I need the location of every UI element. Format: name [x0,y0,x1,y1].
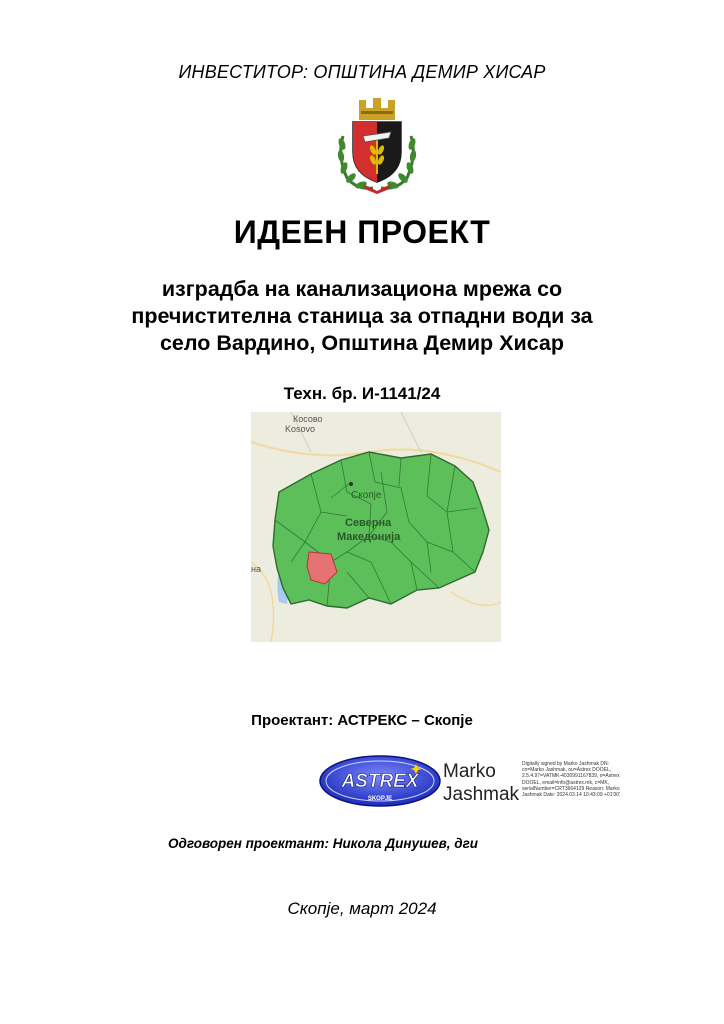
document-title: ИДЕЕН ПРОЕКТ [233,214,491,250]
location-map [251,412,501,642]
map-label-country-1: Северна [345,517,392,529]
map-label-edge: на [251,564,261,574]
subtitle-line: пречистителна станица за отпадни води за [131,304,593,328]
signer-name [443,760,519,806]
technical-number: Техн. бр. И-1141/24 [283,384,441,403]
signer-first-name: Marko [443,761,496,782]
logo-subtext: SKOPJE [367,796,393,802]
map-label-country-2: Македонија [337,531,401,543]
place-and-date: Скопје, март 2024 [287,899,437,918]
logo-text: ASTREX [341,771,419,792]
responsible-designer: Одговорен проектант: Никола Динушев, дги [168,836,479,851]
map-label-kosovo-latin: Kosovo [285,424,316,434]
subtitle-line: село Вардино, Општина Демир Хисар [159,331,565,355]
map-label-kosovo: Косово [293,414,323,424]
municipality-coat-of-arms-icon [333,96,421,194]
subtitle-line: изградба на канализациона мрежа со [161,277,563,301]
signer-last-name: Jashmak [443,784,520,805]
project-subtitle [0,276,724,357]
astrex-logo [318,754,442,808]
designer-line: Проектант: АСТРЕКС – Скопје [251,712,473,729]
digital-signature-details: Digitally signed by Marko Jashmak DN: cn=Marko Jashmak, ou=Astrex DOOEL, 2.5.4.97=VATMK-4030991167839, o=Astrex DOOEL, email=info@astrex.mk, c=MK, serialNumber=CRT3664129 Reason: Marko Jashmak Date: 2024.03.14 10:43:09 +01'00' [522,761,620,799]
investor-line: ИНВЕСТИТОР: ОПШТИНА ДЕМИР ХИСАР [178,62,546,82]
map-label-capital: Скопје [351,490,382,501]
